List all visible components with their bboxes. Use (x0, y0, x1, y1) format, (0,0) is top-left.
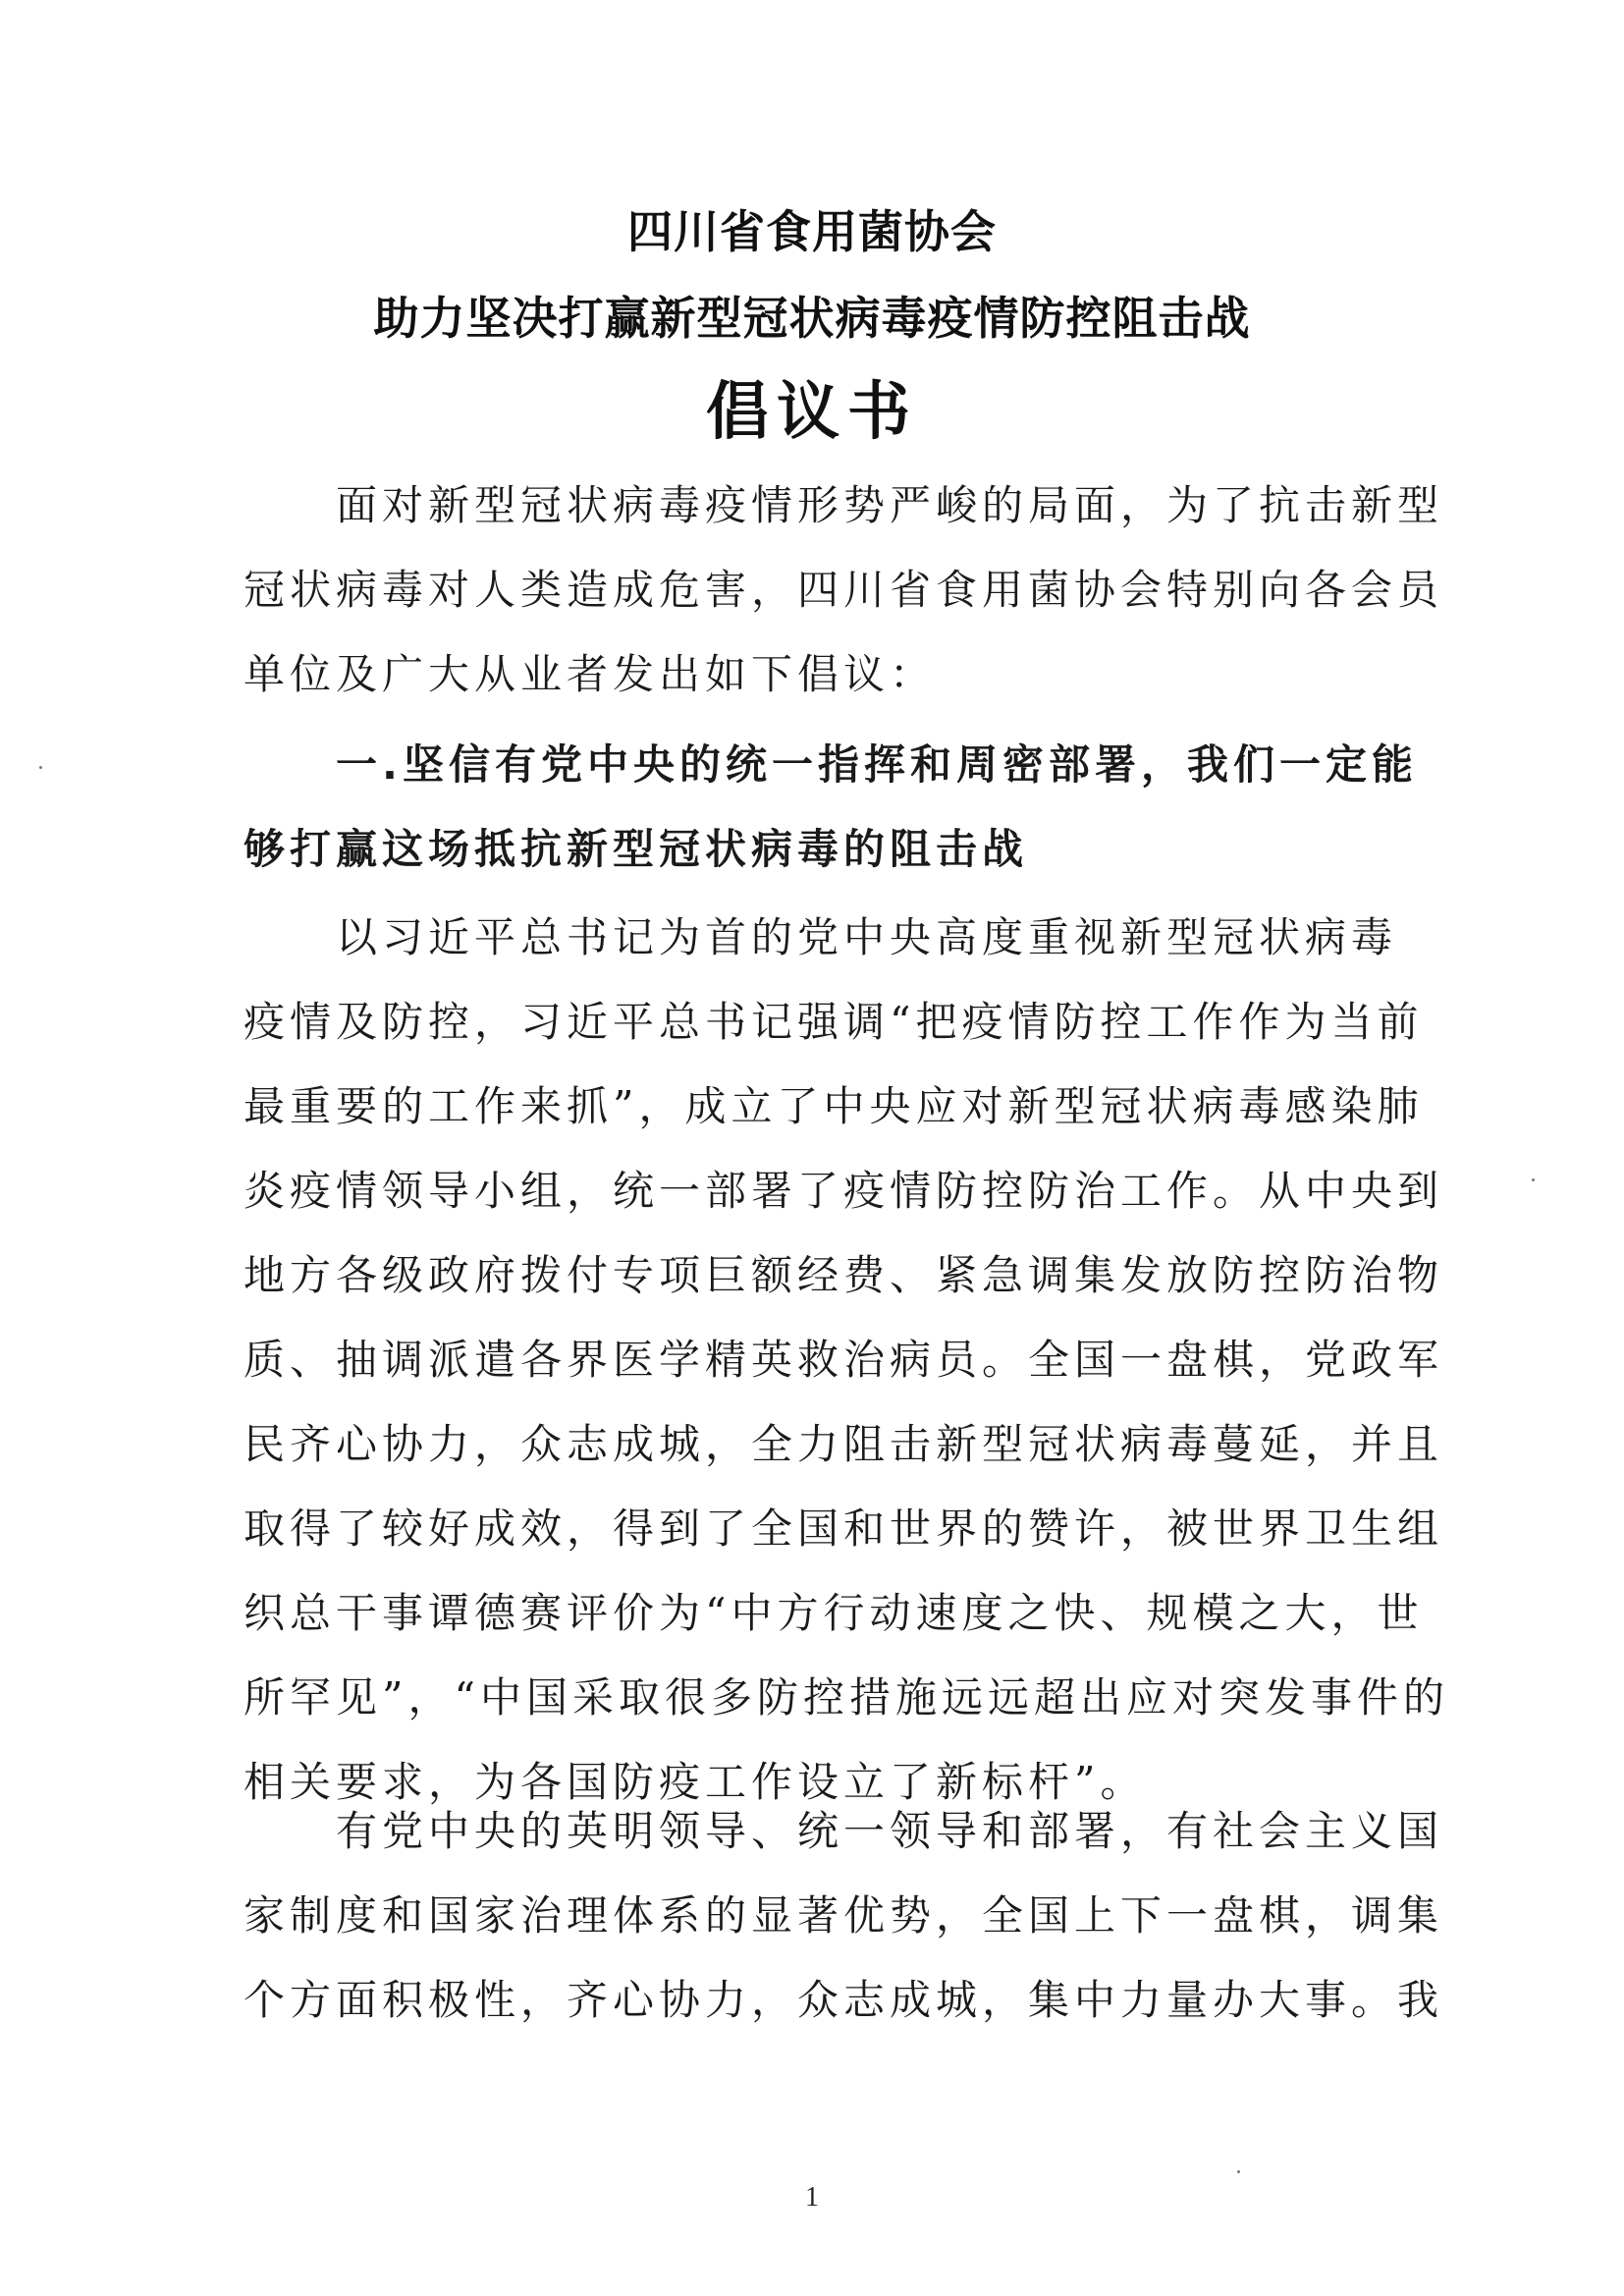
paragraph-line: 个方面积极性，齐心协力，众志成城，集中力量办大事。我 (244, 1976, 1444, 2024)
page-number: 1 (805, 2182, 819, 2213)
scan-speck (1237, 2170, 1240, 2173)
title-organization: 四川省食用菌协会 (627, 205, 997, 258)
scan-speck (1532, 1178, 1535, 1181)
paragraph-line: 疫情及防控，习近平总书记强调“把疫情防控工作作为当前 (244, 998, 1424, 1046)
heading-line: 一.坚信有党中央的统一指挥和周密部署，我们一定能 (244, 740, 1418, 789)
paragraph-line: 最重要的工作来抓”，成立了中央应对新型冠状病毒感染肺 (244, 1082, 1424, 1130)
intro-paragraph (244, 464, 1444, 717)
heading-line: 够打赢这场抵抗新型冠状病毒的阻击战 (244, 825, 1029, 873)
scan-speck (39, 766, 42, 769)
section-heading-1 (244, 723, 1418, 892)
paragraph-line: 家制度和国家治理体系的显著优势，全国上下一盘棋，调集 (244, 1891, 1444, 1940)
paragraph-line: 相关要求，为各国防疫工作设立了新标杆”。 (244, 1758, 1147, 1806)
paragraph-line: 织总干事谭德赛评价为“中方行动速度之快、规模之大，世 (244, 1589, 1424, 1637)
intro-line: 冠状病毒对人类造成危害，四川省食用菌协会特别向各会员 (244, 566, 1444, 614)
intro-line: 面对新型冠状病毒疫情形势严峻的局面，为了抗击新型 (244, 481, 1444, 529)
body-paragraph-1 (244, 896, 1449, 1825)
paragraph-line: 以习近平总书记为首的党中央高度重视新型冠状病毒 (244, 913, 1398, 961)
paragraph-line: 所罕见”，“中国采取很多防控措施远远超出应对突发事件的 (244, 1673, 1449, 1722)
paragraph-line: 民齐心协力，众志成城，全力阻击新型冠状病毒蔓延，并且 (244, 1420, 1444, 1468)
intro-line: 单位及广大从业者发出如下倡议： (244, 650, 937, 698)
title-document-type: 倡议书 (706, 376, 918, 449)
paragraph-line: 质、抽调派遣各界医学精英救治病员。全国一盘棋，党政军 (244, 1336, 1444, 1384)
paragraph-line: 有党中央的英明领导、统一领导和部署，有社会主义国 (244, 1807, 1444, 1855)
paragraph-line: 地方各级政府拨付专项巨额经费、紧急调集发放防控防治物 (244, 1251, 1444, 1299)
paragraph-line: 炎疫情领导小组，统一部署了疫情防控防治工作。从中央到 (244, 1167, 1444, 1215)
paragraph-line: 取得了较好成效，得到了全国和世界的赞许，被世界卫生组 (244, 1504, 1444, 1553)
body-paragraph-2 (244, 1789, 1444, 2043)
title-subject: 助力坚决打赢新型冠状病毒疫情防控阻击战 (373, 292, 1251, 345)
